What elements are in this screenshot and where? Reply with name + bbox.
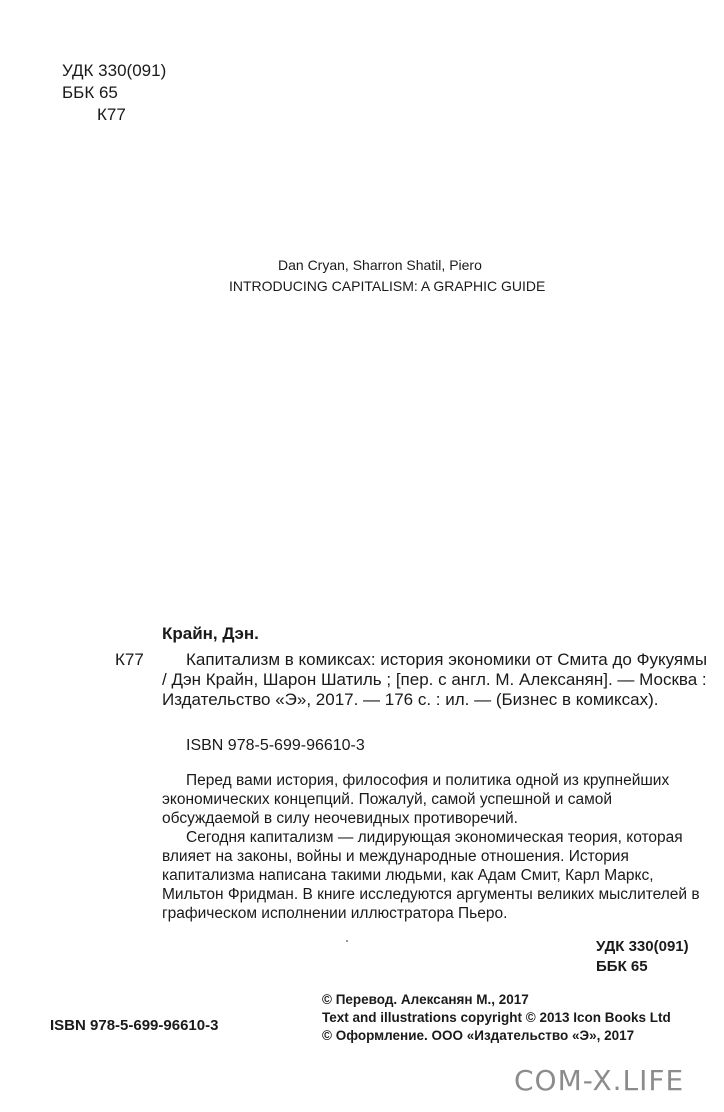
isbn-record: ISBN 978-5-699-96610-3 bbox=[186, 737, 365, 754]
copyright-design: © Оформление. ООО «Издательство «Э», 2017 bbox=[322, 1028, 635, 1043]
bibliography-text: Капитализм в комиксах: история экономики от Смита до Фукуямы / Дэн Крайн, Шарон Шатиль ; [пер. с англ. М. Алексанян]. — Москва : Издательство «Э», 2017. — 176 с. : ил. — (Бизнес в комиксах). bbox=[162, 650, 708, 709]
original-title: INTRODUCING CAPITALISM: A GRAPHIC GUIDE bbox=[229, 278, 546, 294]
copyright-translation: © Перевод. Алексанян М., 2017 bbox=[322, 992, 529, 1007]
original-authors: Dan Cryan, Sharron Shatil, Piero bbox=[278, 257, 482, 273]
bibliography-sign: К77 bbox=[115, 650, 144, 669]
bbk-code: ББК 65 bbox=[62, 83, 118, 102]
footer-codes bbox=[596, 937, 689, 977]
udk-code: УДК 330(091) bbox=[62, 61, 167, 80]
copyright-block bbox=[322, 991, 671, 1045]
annotation bbox=[162, 771, 702, 923]
author-sign: К77 bbox=[97, 105, 126, 124]
isbn-bottom: ISBN 978-5-699-96610-3 bbox=[50, 1017, 219, 1034]
classification-codes bbox=[62, 60, 166, 126]
speck bbox=[346, 940, 348, 942]
footer-bbk: ББК 65 bbox=[596, 958, 648, 975]
copyright-original: Text and illustrations copyright © 2013 Icon Books Ltd bbox=[322, 1010, 671, 1025]
annotation-paragraph-1: Перед вами история, философия и политика одной из крупнейших экономических концепций. Пожалуй, самой успешной и самой обсуждаемой в силу неочевидных противоречий. bbox=[162, 772, 670, 827]
watermark: COM-X.LIFE bbox=[514, 1064, 685, 1097]
footer-udk: УДК 330(091) bbox=[596, 938, 689, 955]
bibliography-heading: Крайн, Дэн. bbox=[162, 624, 259, 643]
annotation-paragraph-2: Сегодня капитализм — лидирующая экономическая теория, которая влияет на законы, войны и международные отношения. История капитализма написана такими людьми, как Адам Смит, Карл Маркс, Мильтон Фридман. В книге исследуются аргументы великих мыслителей в графическом исполнении иллюстратора Пьеро. bbox=[162, 829, 700, 922]
bibliography-record bbox=[162, 650, 710, 710]
